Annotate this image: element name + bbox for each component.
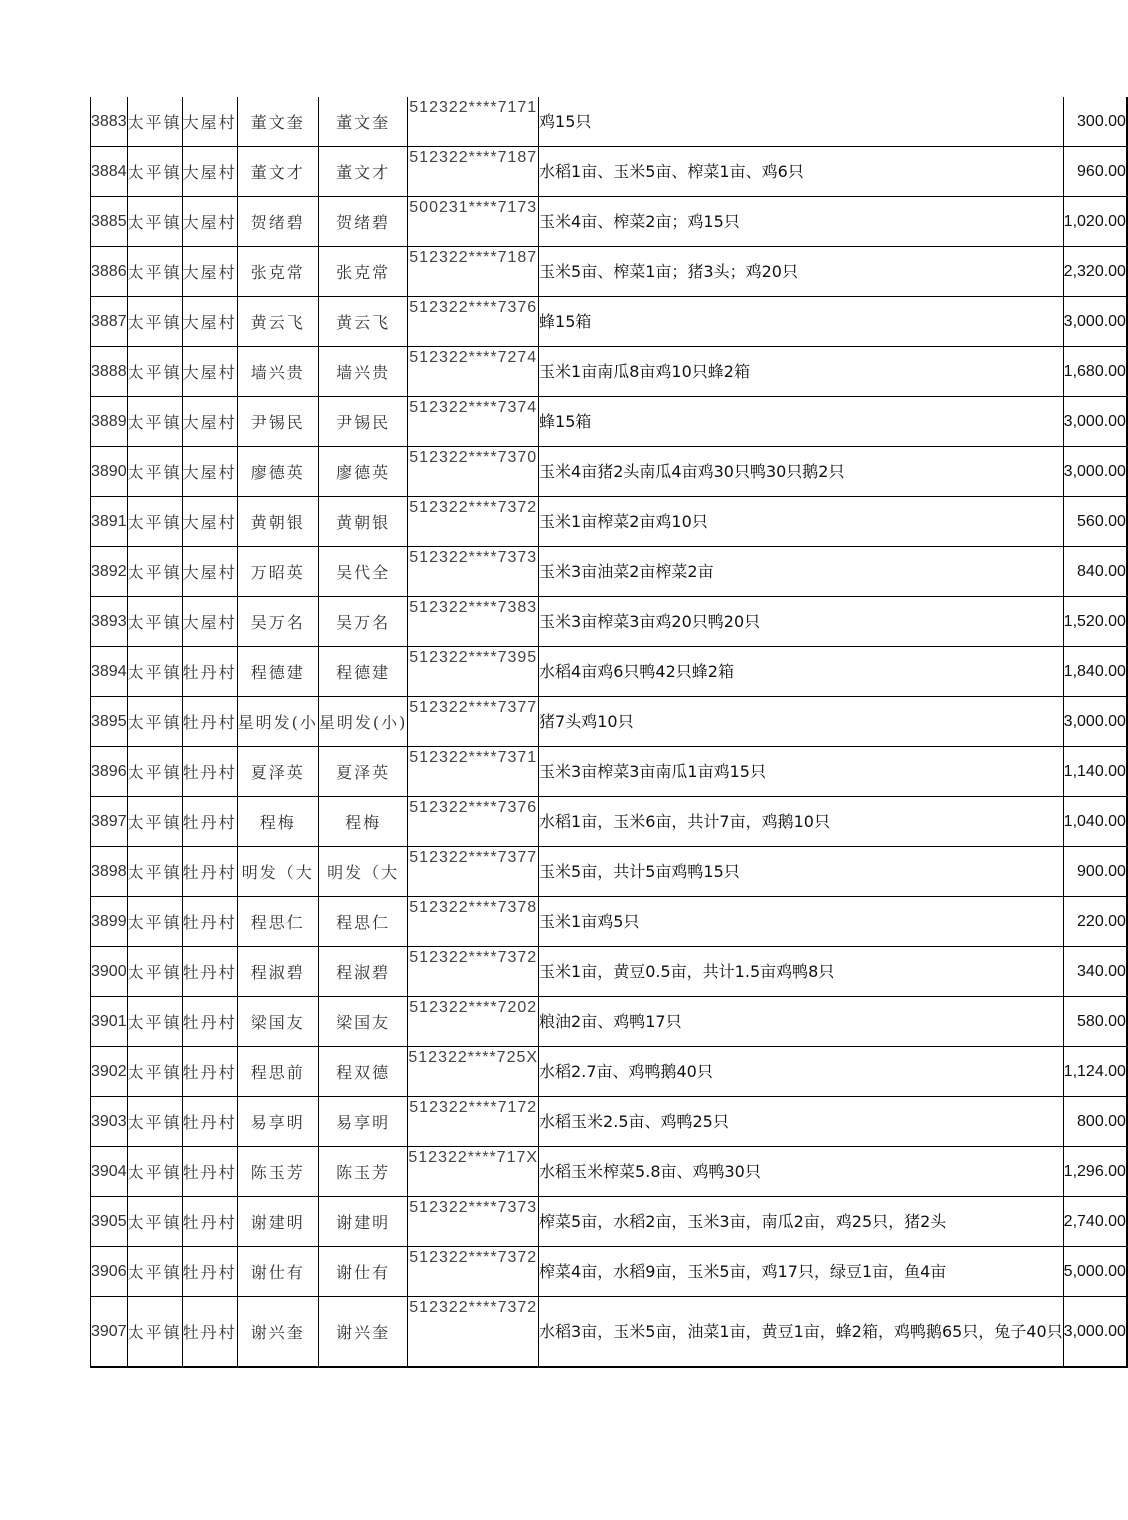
id-number-cell: 512322****7376 [408, 797, 539, 847]
table-row [91, 97, 1128, 147]
householder-name-cell: 谢兴奎 [237, 1297, 318, 1368]
table-row [91, 447, 1128, 497]
recipient-name-cell: 易享明 [318, 1097, 408, 1147]
recipient-name-cell: 张克常 [318, 247, 408, 297]
row-number-cell: 3905 [91, 1197, 128, 1247]
table-row [91, 247, 1128, 297]
table-row [91, 1147, 1128, 1197]
blank-cell [1126, 347, 1127, 397]
village-cell: 大屋村 [182, 347, 237, 397]
id-number-cell: 512322****7371 [408, 747, 539, 797]
town-cell: 太平镇 [127, 897, 182, 947]
production-description-cell: 水稻玉米2.5亩、鸡鸭25只 [539, 1097, 1064, 1147]
table-row [91, 397, 1128, 447]
table-row [91, 647, 1128, 697]
recipient-name-cell: 程梅 [318, 797, 408, 847]
id-number-cell: 512322****7373 [408, 547, 539, 597]
production-description-cell: 榨菜4亩，水稻9亩，玉米5亩，鸡17只，绿豆1亩，鱼4亩 [539, 1247, 1064, 1297]
id-number-cell: 512322****7171 [408, 97, 539, 147]
householder-name-cell: 程梅 [237, 797, 318, 847]
row-number-cell: 3900 [91, 947, 128, 997]
amount-cell: 3,000.00 [1063, 447, 1126, 497]
blank-cell [1126, 297, 1127, 347]
householder-name-cell: 尹锡民 [237, 397, 318, 447]
row-number-cell: 3902 [91, 1047, 128, 1097]
town-cell: 太平镇 [127, 447, 182, 497]
recipient-name-cell: 董文才 [318, 147, 408, 197]
production-description-cell: 玉米4亩猪2头南瓜4亩鸡30只鸭30只鹅2只 [539, 447, 1064, 497]
amount-cell: 1,520.00 [1063, 597, 1126, 647]
town-cell: 太平镇 [127, 397, 182, 447]
production-description-cell: 水稻3亩，玉米5亩，油菜1亩，黄豆1亩，蜂2箱，鸡鸭鹅65只，兔子40只 [539, 1297, 1064, 1368]
production-description-cell: 水稻1亩、玉米5亩、榨菜1亩、鸡6只 [539, 147, 1064, 197]
village-cell: 牡丹村 [182, 947, 237, 997]
village-cell: 大屋村 [182, 297, 237, 347]
id-number-cell: 512322****7373 [408, 1197, 539, 1247]
householder-name-cell: 星明发(小 [237, 697, 318, 747]
data-table [90, 97, 1128, 1368]
id-number-cell: 512322****7372 [408, 1297, 539, 1368]
row-number-cell: 3884 [91, 147, 128, 197]
table-row [91, 747, 1128, 797]
row-number-cell: 3887 [91, 297, 128, 347]
village-cell: 大屋村 [182, 397, 237, 447]
blank-cell [1126, 1247, 1127, 1297]
recipient-name-cell: 明发（大 [318, 847, 408, 897]
recipient-name-cell: 夏泽英 [318, 747, 408, 797]
householder-name-cell: 廖德英 [237, 447, 318, 497]
production-description-cell: 水稻玉米榨菜5.8亩、鸡鸭30只 [539, 1147, 1064, 1197]
id-number-cell: 512322****7172 [408, 1097, 539, 1147]
village-cell: 牡丹村 [182, 997, 237, 1047]
row-number-cell: 3903 [91, 1097, 128, 1147]
production-description-cell: 玉米3亩榨菜3亩鸡20只鸭20只 [539, 597, 1064, 647]
householder-name-cell: 黄云飞 [237, 297, 318, 347]
blank-cell [1126, 1297, 1127, 1368]
production-description-cell: 玉米1亩南瓜8亩鸡10只蜂2箱 [539, 347, 1064, 397]
amount-cell: 960.00 [1063, 147, 1126, 197]
production-description-cell: 玉米1亩，黄豆0.5亩，共计1.5亩鸡鸭8只 [539, 947, 1064, 997]
row-number-cell: 3889 [91, 397, 128, 447]
table-row [91, 1097, 1128, 1147]
row-number-cell: 3891 [91, 497, 128, 547]
householder-name-cell: 程思前 [237, 1047, 318, 1097]
blank-cell [1126, 647, 1127, 697]
production-description-cell: 蜂15箱 [539, 397, 1064, 447]
blank-cell [1126, 147, 1127, 197]
householder-name-cell: 夏泽英 [237, 747, 318, 797]
row-number-cell: 3907 [91, 1297, 128, 1368]
blank-cell [1126, 847, 1127, 897]
blank-cell [1126, 747, 1127, 797]
householder-name-cell: 梁国友 [237, 997, 318, 1047]
table-row [91, 947, 1128, 997]
table-body [91, 97, 1128, 1367]
householder-name-cell: 程思仁 [237, 897, 318, 947]
production-description-cell: 水稻2.7亩、鸡鸭鹅40只 [539, 1047, 1064, 1097]
village-cell: 大屋村 [182, 197, 237, 247]
town-cell: 太平镇 [127, 97, 182, 147]
village-cell: 大屋村 [182, 147, 237, 197]
production-description-cell: 玉米5亩、榨菜1亩；猪3头；鸡20只 [539, 247, 1064, 297]
id-number-cell: 512322****7372 [408, 1247, 539, 1297]
blank-cell [1126, 1147, 1127, 1197]
blank-cell [1126, 197, 1127, 247]
table-row [91, 1247, 1128, 1297]
village-cell: 大屋村 [182, 247, 237, 297]
village-cell: 牡丹村 [182, 1047, 237, 1097]
amount-cell: 1,140.00 [1063, 747, 1126, 797]
amount-cell: 580.00 [1063, 997, 1126, 1047]
recipient-name-cell: 谢建明 [318, 1197, 408, 1247]
blank-cell [1126, 397, 1127, 447]
amount-cell: 840.00 [1063, 547, 1126, 597]
id-number-cell: 512322****7372 [408, 947, 539, 997]
town-cell: 太平镇 [127, 997, 182, 1047]
row-number-cell: 3898 [91, 847, 128, 897]
town-cell: 太平镇 [127, 1297, 182, 1368]
blank-cell [1126, 1097, 1127, 1147]
amount-cell: 3,000.00 [1063, 397, 1126, 447]
amount-cell: 2,320.00 [1063, 247, 1126, 297]
householder-name-cell: 谢建明 [237, 1197, 318, 1247]
row-number-cell: 3886 [91, 247, 128, 297]
row-number-cell: 3894 [91, 647, 128, 697]
householder-name-cell: 万昭英 [237, 547, 318, 597]
town-cell: 太平镇 [127, 1147, 182, 1197]
id-number-cell: 512322****7274 [408, 347, 539, 397]
row-number-cell: 3885 [91, 197, 128, 247]
id-number-cell: 512322****7374 [408, 397, 539, 447]
production-description-cell: 玉米5亩，共计5亩鸡鸭15只 [539, 847, 1064, 897]
id-number-cell: 512322****7372 [408, 497, 539, 547]
amount-cell: 3,000.00 [1063, 1297, 1126, 1368]
recipient-name-cell: 墙兴贵 [318, 347, 408, 397]
production-description-cell: 水稻1亩，玉米6亩，共计7亩，鸡鹅10只 [539, 797, 1064, 847]
blank-cell [1126, 897, 1127, 947]
householder-name-cell: 贺绪碧 [237, 197, 318, 247]
town-cell: 太平镇 [127, 347, 182, 397]
village-cell: 牡丹村 [182, 897, 237, 947]
householder-name-cell: 明发（大 [237, 847, 318, 897]
id-number-cell: 512322****7383 [408, 597, 539, 647]
amount-cell: 340.00 [1063, 947, 1126, 997]
table-row [91, 597, 1128, 647]
householder-name-cell: 张克常 [237, 247, 318, 297]
town-cell: 太平镇 [127, 297, 182, 347]
amount-cell: 3,000.00 [1063, 297, 1126, 347]
householder-name-cell: 易享明 [237, 1097, 318, 1147]
village-cell: 牡丹村 [182, 847, 237, 897]
householder-name-cell: 黄朝银 [237, 497, 318, 547]
amount-cell: 220.00 [1063, 897, 1126, 947]
recipient-name-cell: 程德建 [318, 647, 408, 697]
production-description-cell: 鸡15只 [539, 97, 1064, 147]
town-cell: 太平镇 [127, 947, 182, 997]
table-row [91, 1047, 1128, 1097]
row-number-cell: 3895 [91, 697, 128, 747]
blank-cell [1126, 247, 1127, 297]
householder-name-cell: 墙兴贵 [237, 347, 318, 397]
production-description-cell: 玉米1亩鸡5只 [539, 897, 1064, 947]
id-number-cell: 512322****7377 [408, 847, 539, 897]
table-row [91, 297, 1128, 347]
amount-cell: 900.00 [1063, 847, 1126, 897]
amount-cell: 3,000.00 [1063, 697, 1126, 747]
householder-name-cell: 程德建 [237, 647, 318, 697]
row-number-cell: 3892 [91, 547, 128, 597]
householder-name-cell: 董文才 [237, 147, 318, 197]
table-row [91, 1297, 1128, 1368]
blank-cell [1126, 797, 1127, 847]
row-number-cell: 3904 [91, 1147, 128, 1197]
village-cell: 牡丹村 [182, 1197, 237, 1247]
recipient-name-cell: 程思仁 [318, 897, 408, 947]
town-cell: 太平镇 [127, 597, 182, 647]
id-number-cell: 512322****7395 [408, 647, 539, 697]
production-description-cell: 水稻4亩鸡6只鸭42只蜂2箱 [539, 647, 1064, 697]
village-cell: 牡丹村 [182, 1247, 237, 1297]
production-description-cell: 玉米4亩、榨菜2亩；鸡15只 [539, 197, 1064, 247]
blank-cell [1126, 697, 1127, 747]
town-cell: 太平镇 [127, 197, 182, 247]
production-description-cell: 蜂15箱 [539, 297, 1064, 347]
id-number-cell: 512322****717X [408, 1147, 539, 1197]
recipient-name-cell: 董文奎 [318, 97, 408, 147]
recipient-name-cell: 吴代全 [318, 547, 408, 597]
amount-cell: 2,740.00 [1063, 1197, 1126, 1247]
table-row [91, 847, 1128, 897]
table-row [91, 797, 1128, 847]
table-row [91, 1197, 1128, 1247]
id-number-cell: 512322****7187 [408, 147, 539, 197]
blank-cell [1126, 997, 1127, 1047]
row-number-cell: 3906 [91, 1247, 128, 1297]
id-number-cell: 512322****7187 [408, 247, 539, 297]
row-number-cell: 3899 [91, 897, 128, 947]
recipient-name-cell: 尹锡民 [318, 397, 408, 447]
blank-cell [1126, 947, 1127, 997]
id-number-cell: 512322****7202 [408, 997, 539, 1047]
village-cell: 大屋村 [182, 97, 237, 147]
village-cell: 牡丹村 [182, 647, 237, 697]
town-cell: 太平镇 [127, 147, 182, 197]
village-cell: 大屋村 [182, 597, 237, 647]
production-description-cell: 粮油2亩、鸡鸭17只 [539, 997, 1064, 1047]
production-description-cell: 玉米1亩榨菜2亩鸡10只 [539, 497, 1064, 547]
amount-cell: 1,840.00 [1063, 647, 1126, 697]
amount-cell: 1,296.00 [1063, 1147, 1126, 1197]
amount-cell: 560.00 [1063, 497, 1126, 547]
village-cell: 牡丹村 [182, 797, 237, 847]
recipient-name-cell: 吴万名 [318, 597, 408, 647]
recipient-name-cell: 梁国友 [318, 997, 408, 1047]
table-row [91, 497, 1128, 547]
row-number-cell: 3897 [91, 797, 128, 847]
recipient-name-cell: 贺绪碧 [318, 197, 408, 247]
row-number-cell: 3896 [91, 747, 128, 797]
table-row [91, 997, 1128, 1047]
town-cell: 太平镇 [127, 697, 182, 747]
recipient-name-cell: 程淑碧 [318, 947, 408, 997]
blank-cell [1126, 97, 1127, 147]
town-cell: 太平镇 [127, 647, 182, 697]
table-row [91, 147, 1128, 197]
table-row [91, 547, 1128, 597]
id-number-cell: 512322****7370 [408, 447, 539, 497]
table-row [91, 897, 1128, 947]
town-cell: 太平镇 [127, 747, 182, 797]
village-cell: 大屋村 [182, 497, 237, 547]
blank-cell [1126, 1197, 1127, 1247]
recipient-name-cell: 黄云飞 [318, 297, 408, 347]
row-number-cell: 3901 [91, 997, 128, 1047]
amount-cell: 300.00 [1063, 97, 1126, 147]
householder-name-cell: 谢仕有 [237, 1247, 318, 1297]
village-cell: 牡丹村 [182, 697, 237, 747]
row-number-cell: 3893 [91, 597, 128, 647]
recipient-name-cell: 程双德 [318, 1047, 408, 1097]
blank-cell [1126, 1047, 1127, 1097]
town-cell: 太平镇 [127, 797, 182, 847]
town-cell: 太平镇 [127, 1097, 182, 1147]
recipient-name-cell: 廖德英 [318, 447, 408, 497]
town-cell: 太平镇 [127, 497, 182, 547]
row-number-cell: 3890 [91, 447, 128, 497]
village-cell: 大屋村 [182, 447, 237, 497]
amount-cell: 1,680.00 [1063, 347, 1126, 397]
town-cell: 太平镇 [127, 1197, 182, 1247]
village-cell: 牡丹村 [182, 747, 237, 797]
production-description-cell: 榨菜5亩，水稻2亩，玉米3亩，南瓜2亩，鸡25只，猪2头 [539, 1197, 1064, 1247]
recipient-name-cell: 谢兴奎 [318, 1297, 408, 1368]
recipient-name-cell: 黄朝银 [318, 497, 408, 547]
householder-name-cell: 程淑碧 [237, 947, 318, 997]
amount-cell: 1,040.00 [1063, 797, 1126, 847]
householder-name-cell: 董文奎 [237, 97, 318, 147]
blank-cell [1126, 597, 1127, 647]
blank-cell [1126, 447, 1127, 497]
town-cell: 太平镇 [127, 547, 182, 597]
table-row [91, 197, 1128, 247]
id-number-cell: 500231****7173 [408, 197, 539, 247]
town-cell: 太平镇 [127, 247, 182, 297]
householder-name-cell: 陈玉芳 [237, 1147, 318, 1197]
amount-cell: 5,000.00 [1063, 1247, 1126, 1297]
town-cell: 太平镇 [127, 1047, 182, 1097]
village-cell: 大屋村 [182, 547, 237, 597]
householder-name-cell: 吴万名 [237, 597, 318, 647]
id-number-cell: 512322****7378 [408, 897, 539, 947]
production-description-cell: 玉米3亩榨菜3亩南瓜1亩鸡15只 [539, 747, 1064, 797]
row-number-cell: 3883 [91, 97, 128, 147]
village-cell: 牡丹村 [182, 1147, 237, 1197]
production-description-cell: 猪7头鸡10只 [539, 697, 1064, 747]
row-number-cell: 3888 [91, 347, 128, 397]
production-description-cell: 玉米3亩油菜2亩榨菜2亩 [539, 547, 1064, 597]
recipient-name-cell: 陈玉芳 [318, 1147, 408, 1197]
id-number-cell: 512322****7376 [408, 297, 539, 347]
town-cell: 太平镇 [127, 1247, 182, 1297]
table-row [91, 697, 1128, 747]
recipient-name-cell: 星明发(小) [318, 697, 408, 747]
amount-cell: 800.00 [1063, 1097, 1126, 1147]
blank-cell [1126, 497, 1127, 547]
amount-cell: 1,020.00 [1063, 197, 1126, 247]
blank-cell [1126, 547, 1127, 597]
town-cell: 太平镇 [127, 847, 182, 897]
id-number-cell: 512322****7377 [408, 697, 539, 747]
village-cell: 牡丹村 [182, 1297, 237, 1368]
id-number-cell: 512322****725X [408, 1047, 539, 1097]
recipient-name-cell: 谢仕有 [318, 1247, 408, 1297]
table-row [91, 347, 1128, 397]
amount-cell: 1,124.00 [1063, 1047, 1126, 1097]
village-cell: 牡丹村 [182, 1097, 237, 1147]
